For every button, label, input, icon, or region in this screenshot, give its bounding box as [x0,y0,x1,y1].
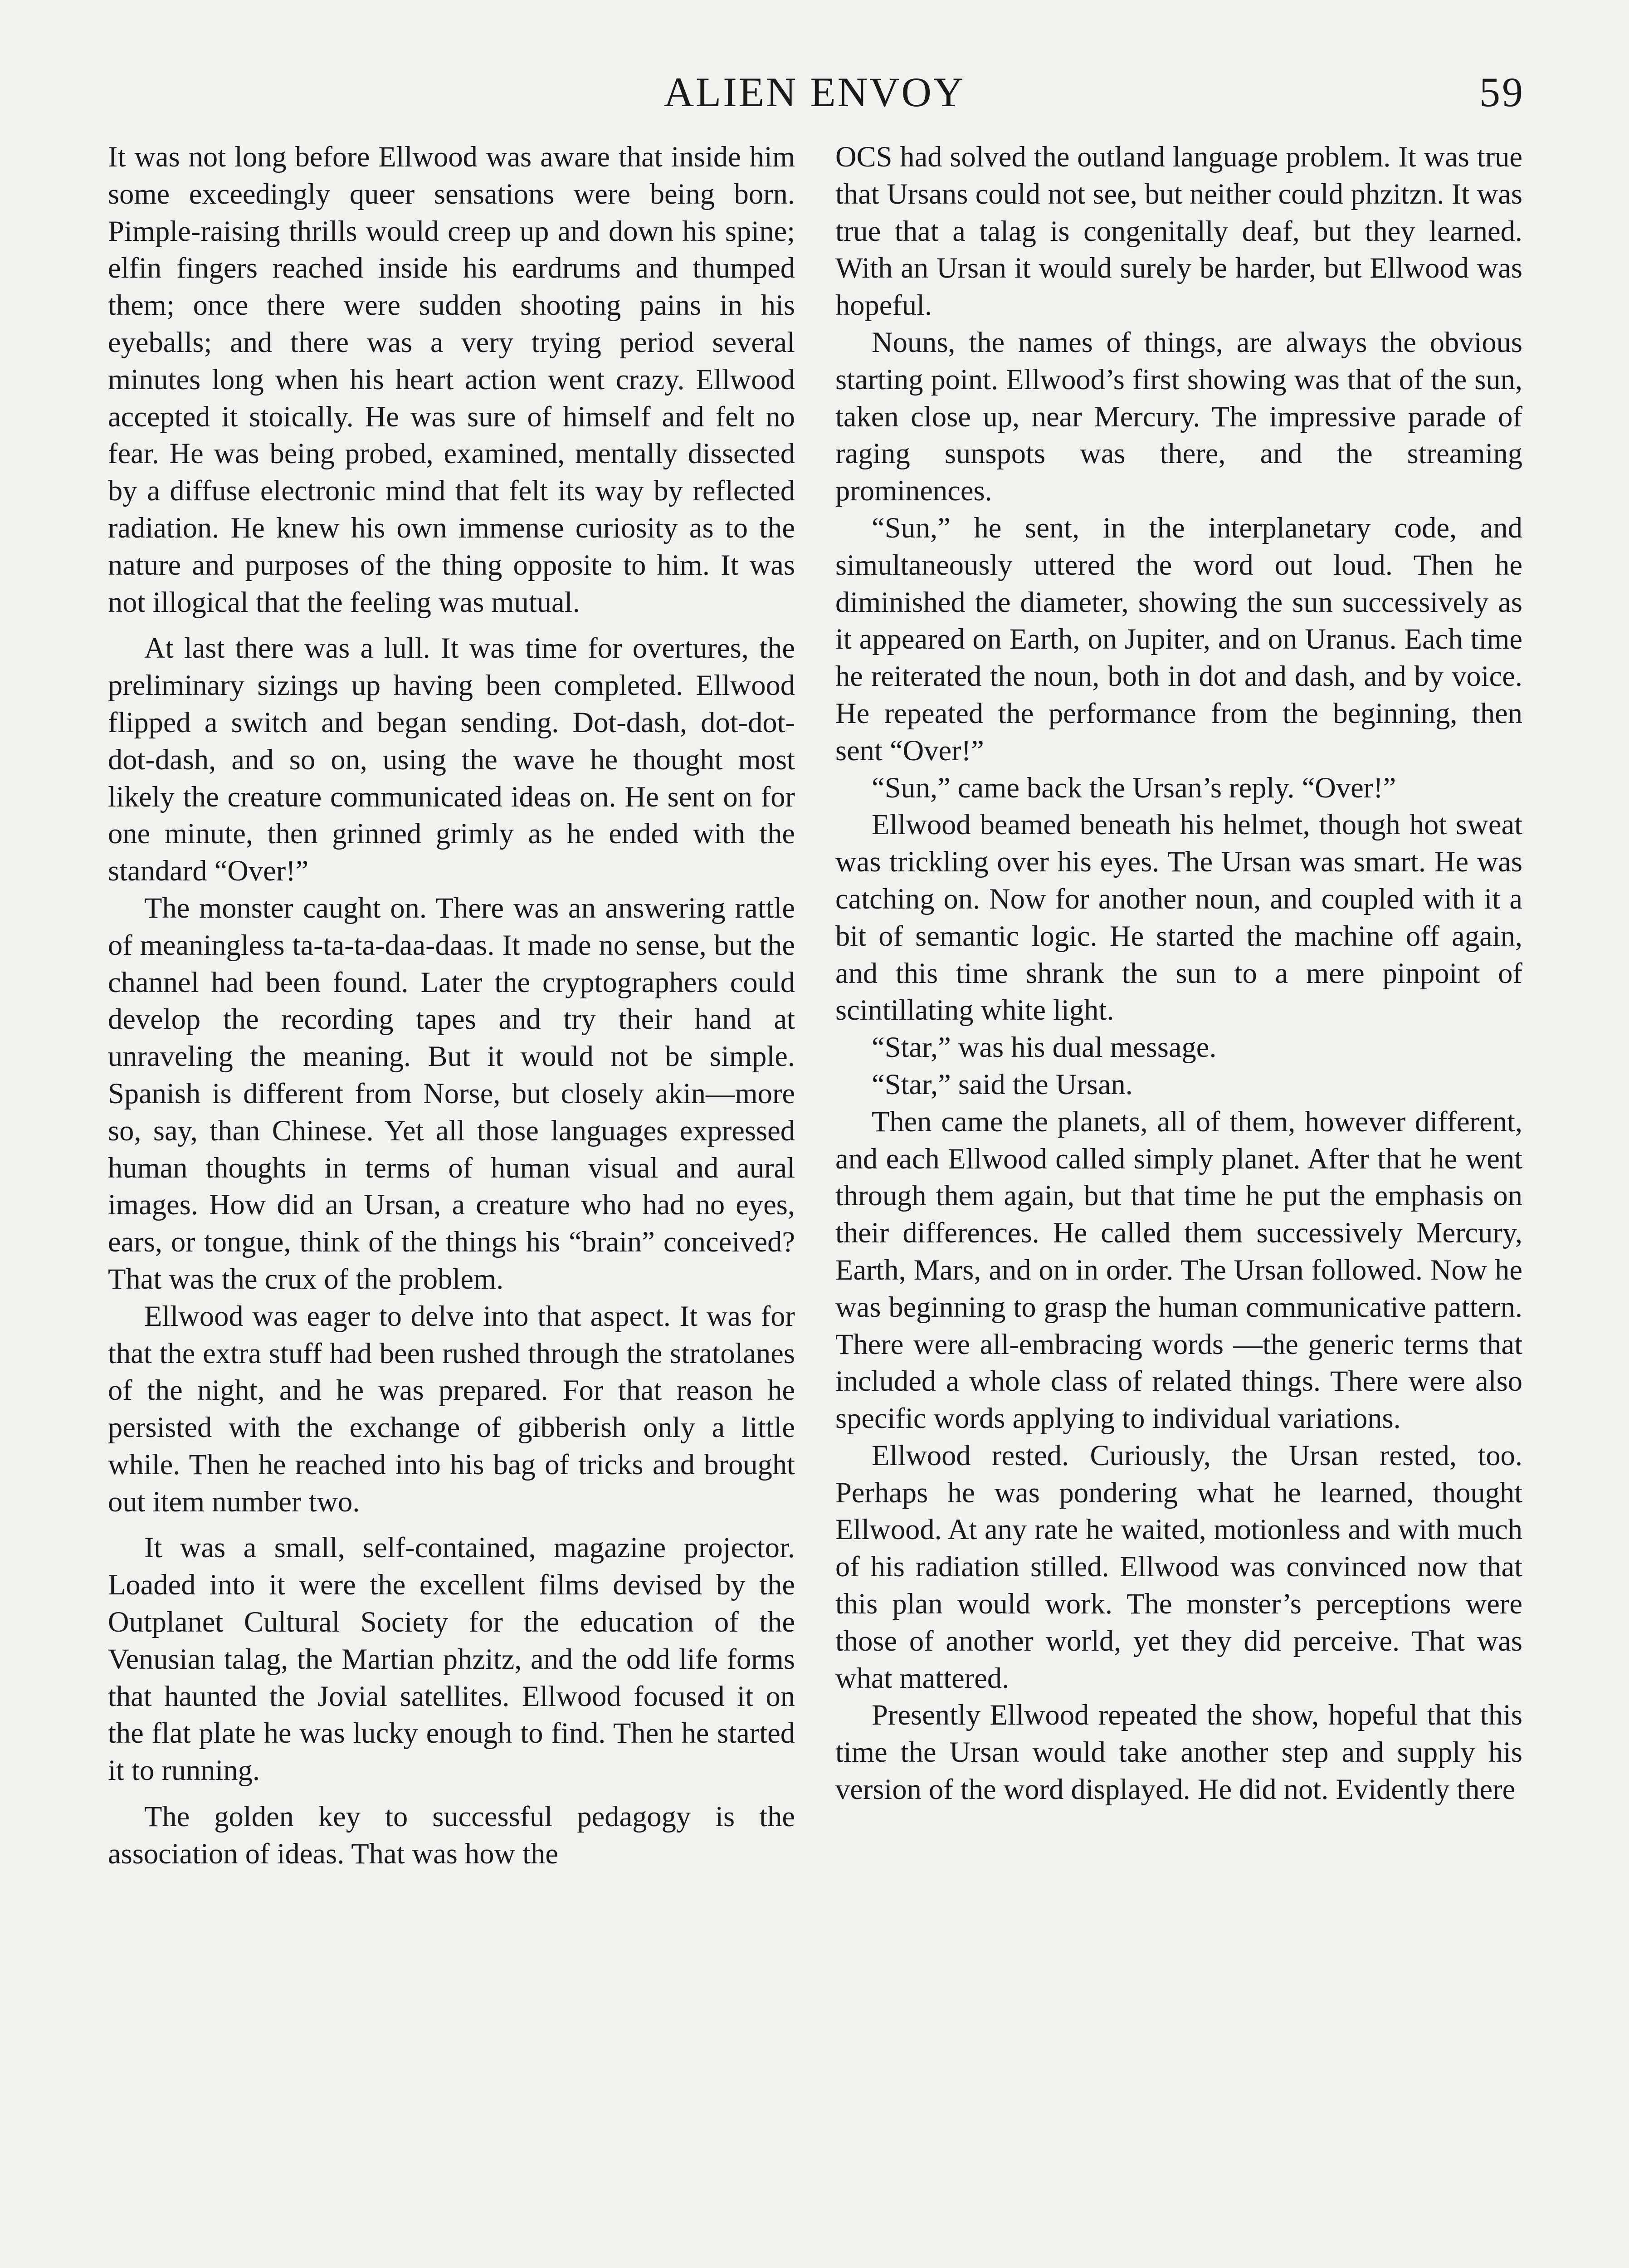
running-header [104,68,1525,127]
paragraph: At last there was a lull. It was time for overtures, the preliminary sizings up having been completed. Ellwood flipped a switch and began sending. Dot-dash, dot-dot-dot-dash, and so on, using the wave he thought most likely the creature communicated ideas on. He sent on for one minute, then grinned grimly as he ended with the standard “Over!” [108,632,795,887]
paragraph: Ellwood was eager to delve into that aspect. It was for that the extra stuff had been rushed through the stratolanes of the night, and he was prepared. For that reason he persisted with the exchange of gibberish only a little while. Then he reached into his bag of tricks and brought out item number two. [108,1300,795,1518]
paragraph: It was not long before Ellwood was aware that inside him some exceedingly queer sensations were being born. Pimple-raising thrills would creep up and down his spine; elfin fingers reached inside his eardrums and thumped them; once there were sudden shooting pains in his eyeballs; and there was a very trying period several minutes long when his heart action went crazy. Ellwood accepted it stoically. He was sure of himself and felt no fear. He was being probed, examined, mentally dissected by a diffuse electronic mind that felt its way by reflected radiation. He knew his own immense curiosity as to the nature and purposes of the thing opposite to him. It was not illogical that the feeling was mutual. [108,141,795,618]
paragraph: “Star,” was his dual message. [872,1031,1217,1064]
paragraph: Nouns, the names of things, are always the obvious starting point. Ellwood’s first showing was that of the sun, taken close up, near Mercury. The impressive parade of raging sunspots was there, and the streaming prominences. [835,326,1522,507]
text-column-left [108,138,795,1872]
paragraph: “Sun,” he sent, in the interplanetary code, and simultaneously uttered the word out loud. Then he diminished the diameter, showing the sun successively as it appeared on Earth, on Jupiter, and on Uranus. Each time he reiterated the noun, both in dot and dash, and by voice. He repeated the performance from the beginning, then sent “Over!” [835,511,1522,767]
paragraph: Ellwood beamed beneath his helmet, though hot sweat was trickling over his eyes. The Ursan was smart. He was catching on. Now for another noun, and coupled with it a bit of semantic logic. He started the machine off again, and this time shrank the sun to a mere pinpoint of scintillating white light. [835,808,1522,1026]
paragraph: “Sun,” came back the Ursan’s reply. “Over!” [872,771,1396,804]
paragraph: The monster caught on. There was an answering rattle of meaningless ta-ta-ta-daa-daas. It made no sense, but the channel had been found. Later the cryptographers could develop the recording tapes and try their hand at unraveling the meaning. But it would not be simple. Spanish is different from Norse, but closely akin—more so, say, than Chinese. Yet all those languages expressed human thoughts in terms of human visual and aural images. How did an Ursan, a creature who had no eyes, ears, or tongue, think of the things his “brain” conceived? That was the crux of the problem. [108,891,795,1295]
paragraph: Presently Ellwood repeated the show, hopeful that this time the Ursan would take another step and supply his version of the word displayed. He did not. Evidently there [835,1699,1522,1806]
paragraph: OCS had solved the outland language problem. It was true that Ursans could not see, but neither could phzitzn. It was true that a talag is congenitally deaf, but they learned. With an Ursan it would surely be harder, but Ellwood was hopeful. [835,141,1522,322]
running-title: ALIEN ENVOY [663,69,966,115]
paragraph: It was a small, self-contained, magazine projector. Loaded into it were the excellent films devised by the Outplanet Cultural Society for the education of the Venusian talag, the Martian phzitz, and the odd life forms that haunted the Jovial satellites. Ellwood focused it on the flat plate he was lucky enough to find. Then he started it to running. [108,1531,795,1787]
text-column-right [835,138,1522,1808]
paragraph: “Star,” said the Ursan. [872,1068,1133,1100]
paragraph: The golden key to successful pedagogy is the association of ideas. That was how the [108,1800,795,1870]
paragraph: Then came the planets, all of them, however different, and each Ellwood called simply planet. After that he went through them again, but that time he put the emphasis on their differences. He called them successively Mercury, Earth, Mars, and on in order. The Ursan followed. Now he was beginning to grasp the human communicative pattern. There were all-embracing words —the generic terms that included a whole class of related things. There were also specific words applying to individual variations. [835,1105,1522,1435]
page-number: 59 [1479,69,1525,115]
paragraph: Ellwood rested. Curiously, the Ursan rested, too. Perhaps he was pondering what he learned, thought Ellwood. At any rate he waited, motionless and with much of his radiation stilled. Ellwood was convinced now that this plan would work. The monster’s perceptions were those of another world, yet they did perceive. That was what mattered. [835,1439,1522,1694]
